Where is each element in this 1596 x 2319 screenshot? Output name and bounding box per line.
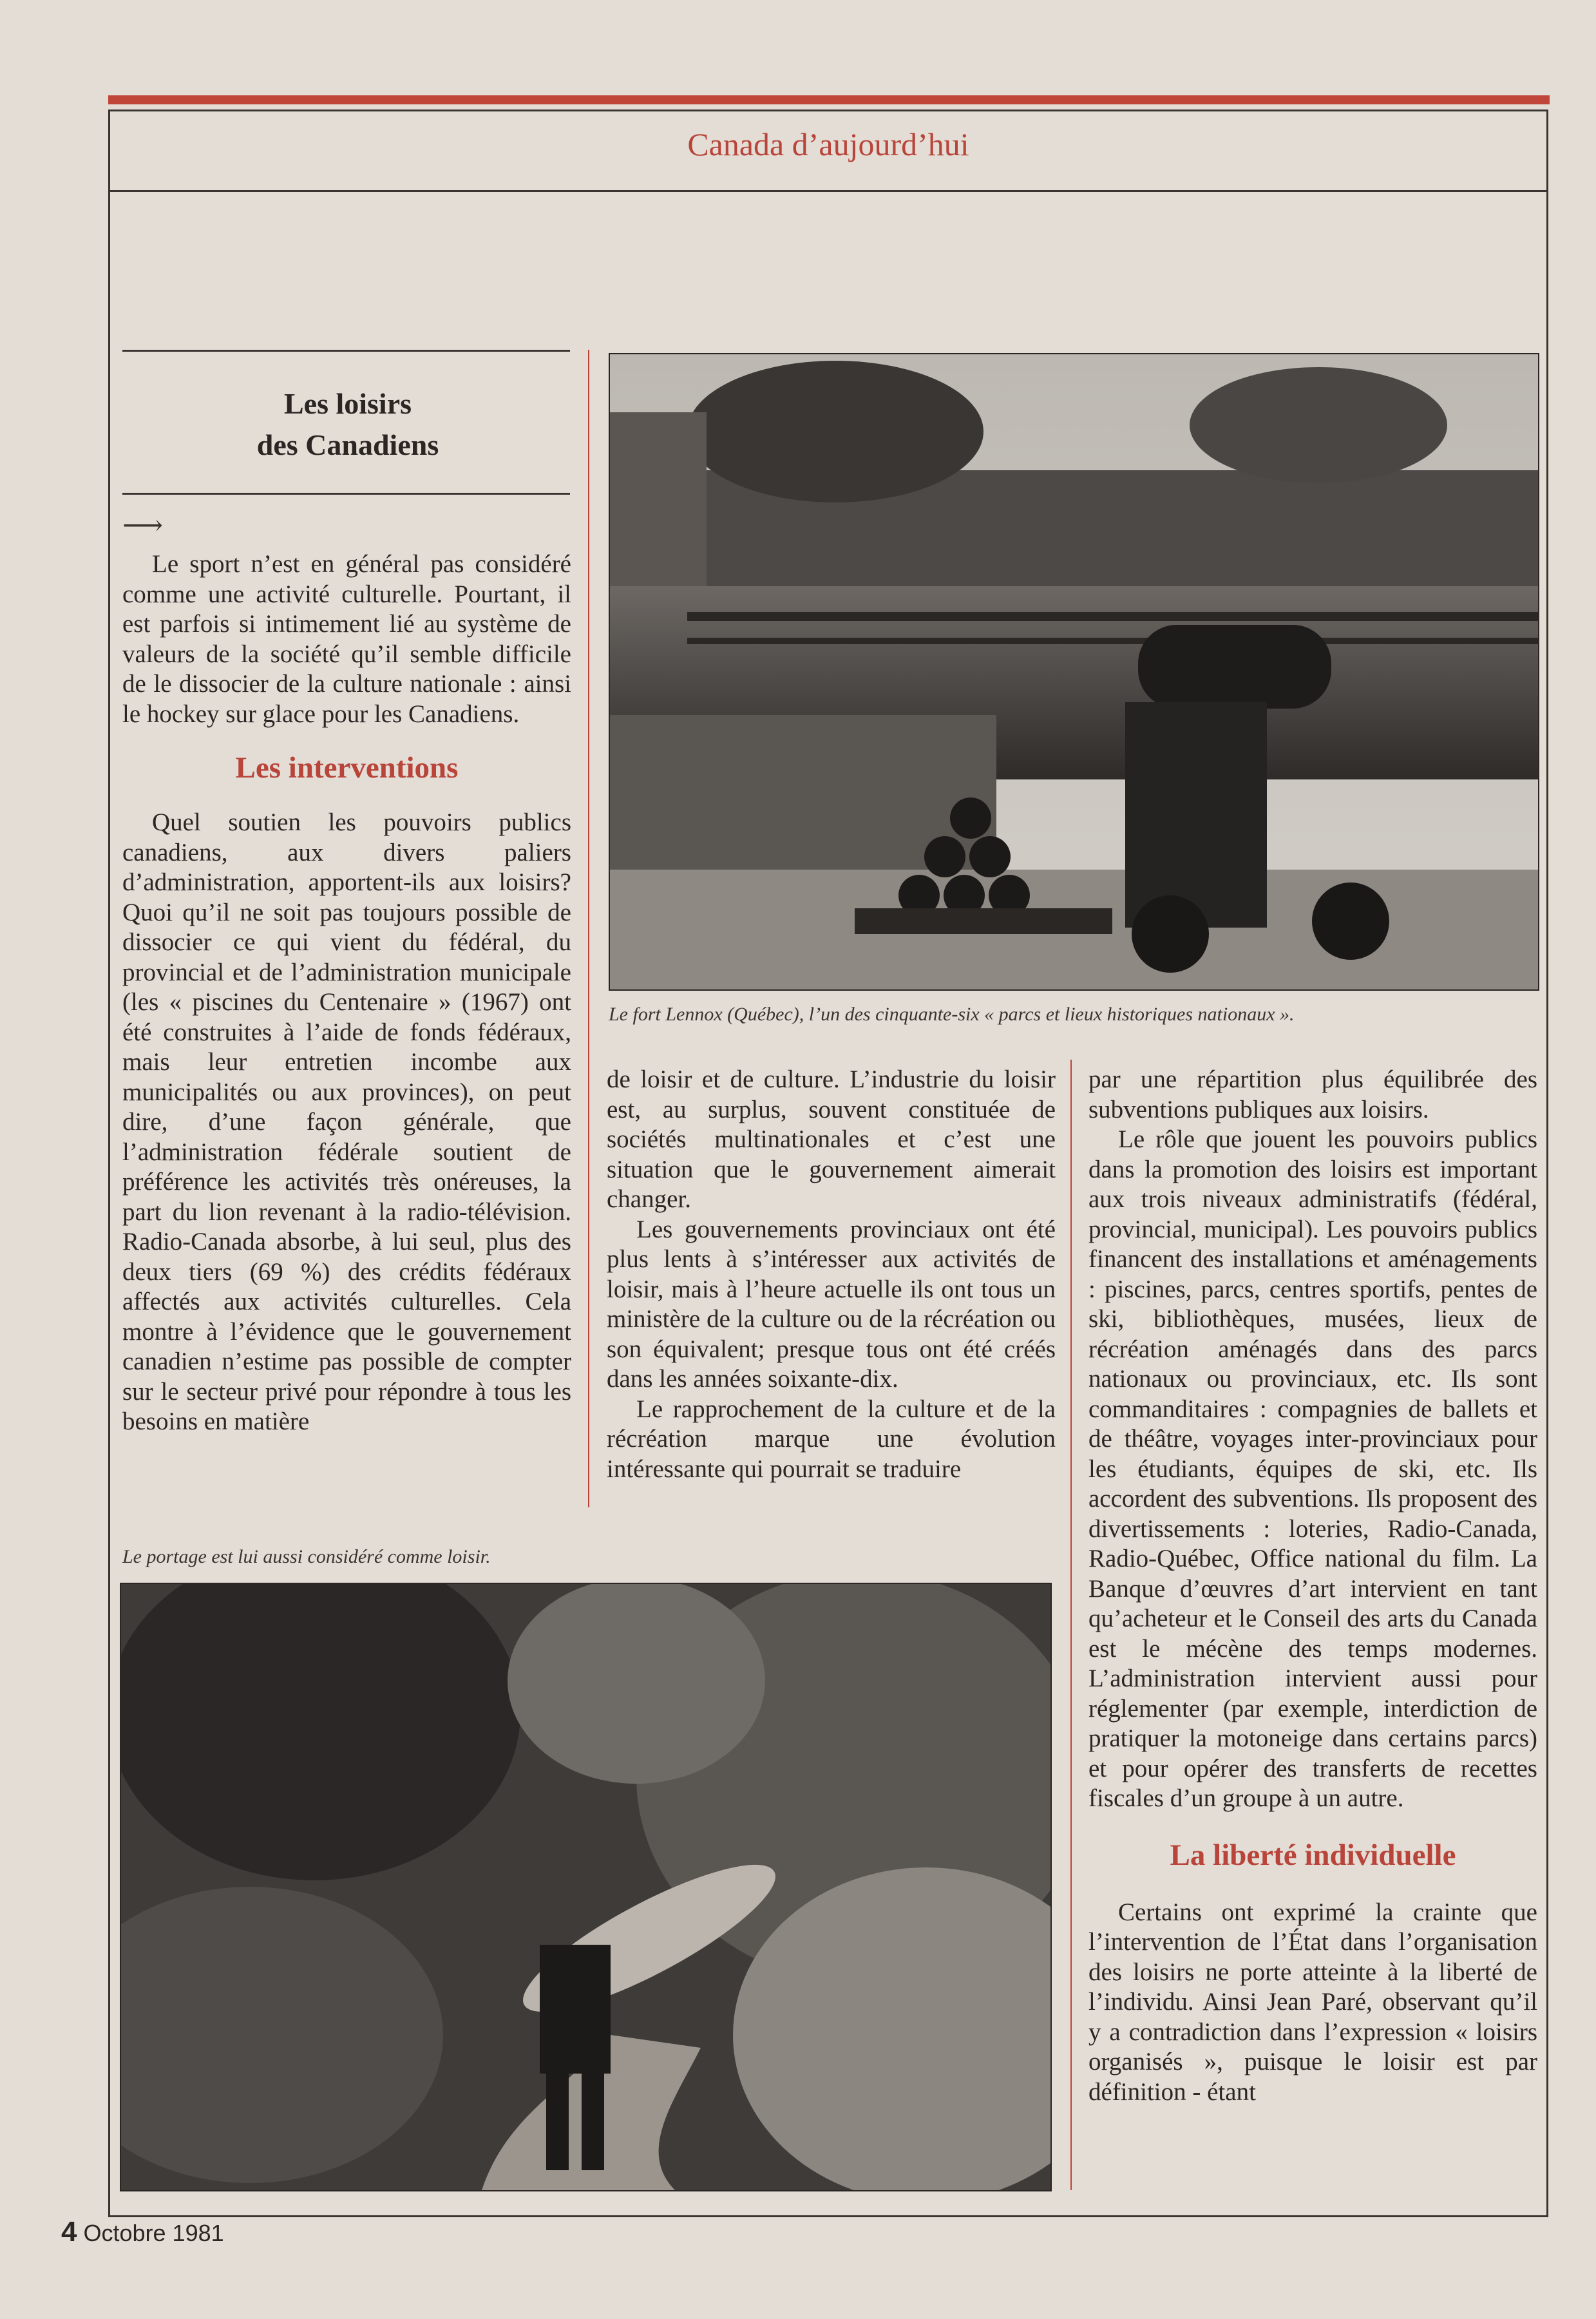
col2-paragraph-1: de loisir et de culture. L’industrie du loisir est, au surplus, souvent constituée de sociétés multinationales et c’est une situation que le gouvernement aimerait changer.	[607, 1065, 1056, 1213]
column-3	[1088, 1065, 1537, 2107]
box-top-rule	[122, 350, 570, 352]
col2-paragraph-2: Les gouvernements provinciaux ont été plus lents à s’intéresser aux activités de loisir, mais à l’heure actuelle ils ont tous un ministère de la culture ou de la récréation ou son équivalent; presque tous ont été créés dans les années soixante-dix.	[607, 1215, 1056, 1393]
section-heading-liberte: La liberté individuelle	[1170, 1838, 1456, 1872]
section-heading-interventions: Les interventions	[235, 751, 459, 785]
fort-lennox-photo	[609, 353, 1539, 991]
column-1	[122, 549, 571, 1437]
header-red-bar	[108, 95, 1550, 104]
article-title	[122, 383, 573, 466]
intro-paragraph: Le sport n’est en général pas considéré comme une activité culturelle. Pourtant, il est parfois si intimement lié au système de valeurs de la société qu’il semble difficile de le dissocier de la culture nationale : ainsi le hockey sur glace pour les Canadiens.	[122, 550, 571, 728]
fort-photo-caption: Le fort Lennox (Québec), l’un des cinquante-six « parcs et lieux historiques nationaux ».	[609, 1004, 1295, 1025]
page-footer	[61, 2216, 224, 2248]
col3-paragraph-1: par une répartition plus équilibrée des subventions publiques aux loisirs.	[1088, 1065, 1537, 1123]
article-title-line1: Les loisirs	[283, 387, 412, 420]
column-divider-1	[588, 350, 589, 1507]
fort-lennox-illustration	[610, 354, 1538, 989]
header-rule	[108, 190, 1548, 192]
portage-photo-caption: Le portage est lui aussi considéré comme loisir.	[122, 1546, 491, 1567]
interventions-paragraph: Quel soutien les pouvoirs publics canadiens, aux divers paliers d’administration, apportent-ils aux loisirs? Quoi qu’il ne soit pas toujours possible de dissocier ce qui vient du fédéral, du provincial et de l’administration municipale (les « piscines du Centenaire » (1967) ont été construites à l’aide de fonds fédéraux, mais leur entretien incombe aux municipalités ou aux provinces), on peut dire, d’une façon générale, que l’administration fédérale soutient de préférence les activités très onéreuses, la part du lion revenant à la radio-télévision. Radio-Canada absorbe, à lui seul, plus des deux tiers (69 %) des crédits fédéraux affectés aux activités culturelles. Cela montre à l’évidence que le gouvernement canadien n’estime pas possible de compter sur le secteur privé pour répondre à tous les besoins en matière	[122, 808, 571, 1435]
col3-paragraph-3: Certains ont exprimé la crainte que l’intervention de l’État dans l’organisation des loisirs ne porte atteinte à la liberté de l’individu. Ainsi Jean Paré, observant qu’il y a contradiction dans l’expression « loisirs organisés », puisque le loisir est par définition - étant	[1088, 1898, 1537, 2106]
publication-title: Canada d’aujourd’hui	[687, 126, 969, 162]
portage-illustration	[121, 1584, 1050, 2190]
portage-photo	[120, 1583, 1052, 2191]
column-divider-2	[1070, 1060, 1072, 2190]
article-title-line2: des Canadiens	[256, 428, 439, 461]
issue-date: Octobre 1981	[83, 2220, 224, 2246]
arrow-icon: ⟶	[122, 510, 164, 541]
col3-paragraph-2: Le rôle que jouent les pouvoirs publics dans la promotion des loisirs est important aux trois niveaux administratifs (fédéral, provincial, municipal). Les pouvoirs publics financent des installations et aménagements : piscines, parcs, centres sportifs, pentes de ski, bibliothèques, musées, lieux de récréation aménagés dans des parcs nationaux ou provinciaux, etc. Ils sont commanditaires : compagnies de ballets et de théâtre, voyages inter-provinciaux pour les étudiants, équipes de ski, etc. Ils accordent des subventions. Ils proposent des divertissements : loteries, Radio-Canada, Radio-Québec, Office national du film. La Banque d’œuvres d’art intervient en tant qu’acheteur et le Conseil des arts du Canada est le mécène des temps modernes. L’administration intervient aussi pour réglementer (par exemple, interdiction de pratiquer la motoneige dans certains parcs) et pour opérer des transferts de recettes fiscales d’un groupe à un autre.	[1088, 1125, 1537, 1812]
box-bottom-rule	[122, 493, 570, 495]
page-number: 4	[61, 2216, 77, 2247]
col2-paragraph-3: Le rapprochement de la culture et de la récréation marque une évolution intéressante qui pourrait se traduire	[607, 1395, 1056, 1483]
column-2	[607, 1065, 1056, 1484]
